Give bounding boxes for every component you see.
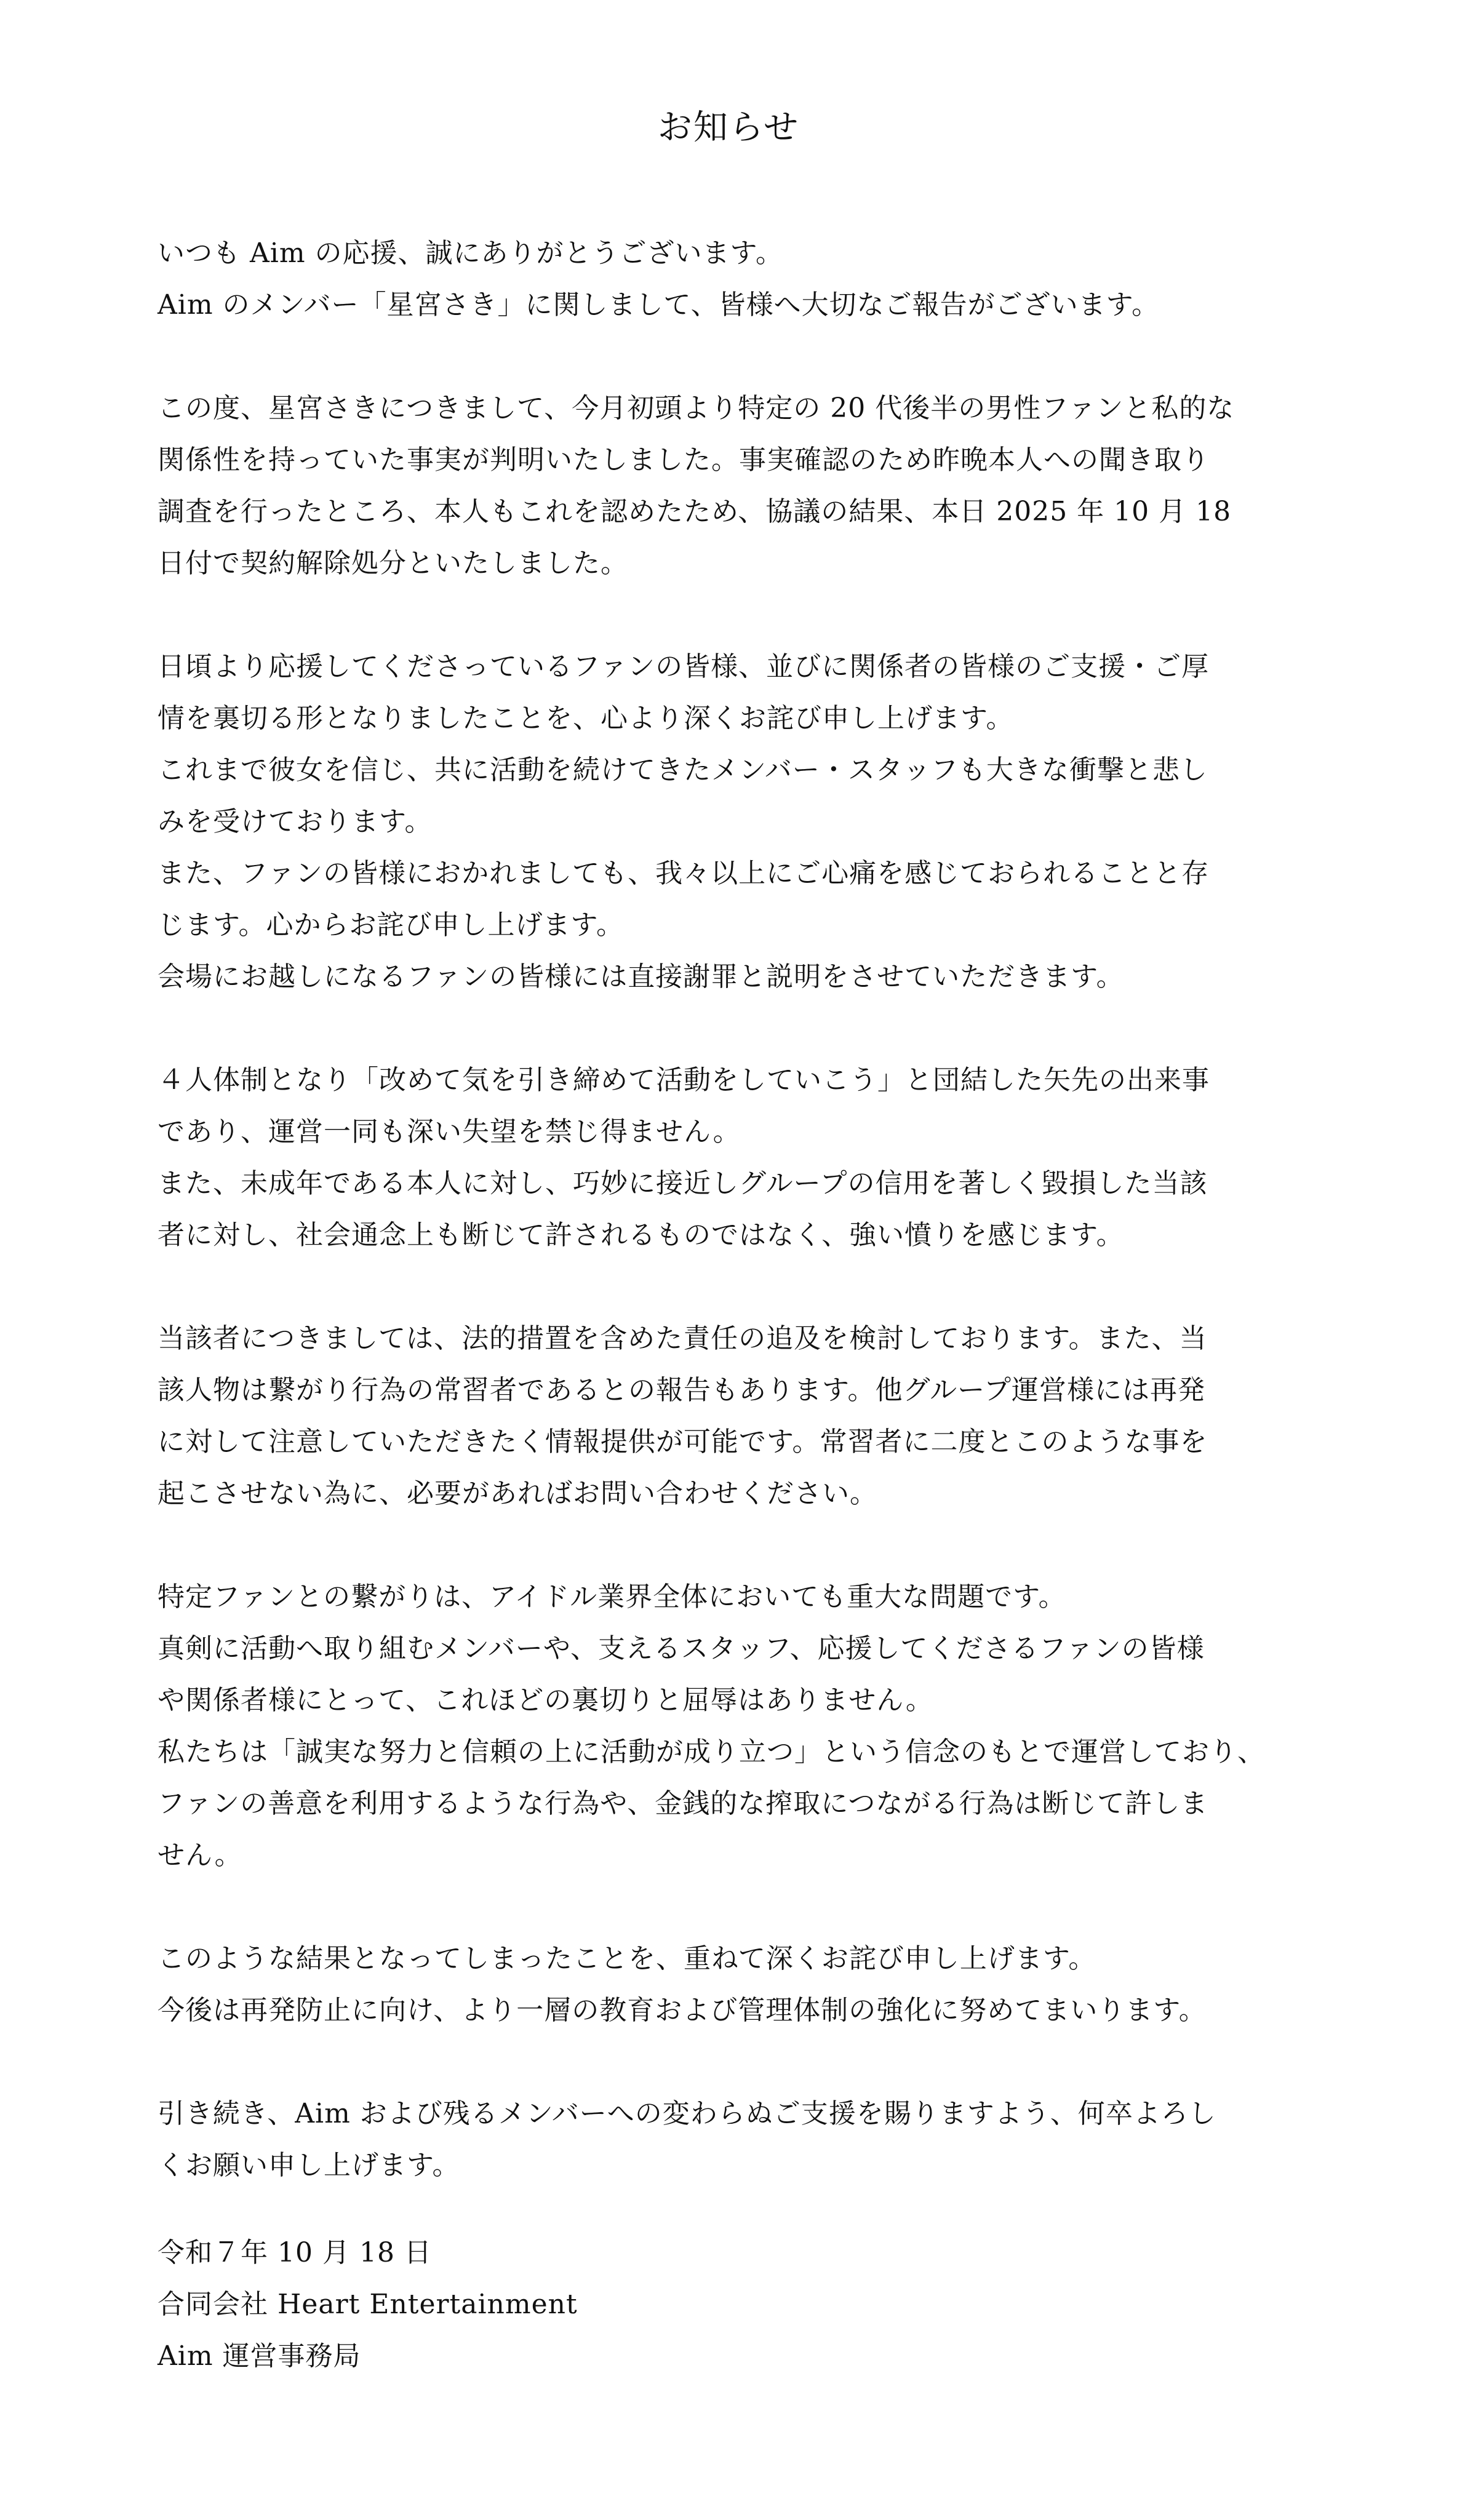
text-line: 真剣に活動へ取り組むメンバーや、支えるスタッフ、応援してくださるファンの皆様 [158, 1633, 1205, 1664]
text-line: みを受けております。 [158, 806, 433, 837]
text-line: 調査を行ったところ、本人もこれを認めたため、協議の結果、本日 2025 年 10 月 18 [158, 496, 1232, 527]
text-line: 今後は再発防止に向け、より一層の教育および管理体制の強化に努めてまいります。 [158, 1995, 1207, 2026]
text-line: であり、運営一同も深い失望を禁じ得ません。 [158, 1116, 741, 1147]
text-line: このような結果となってしまったことを、重ねて深くお詫び申し上げます。 [158, 1943, 1096, 1974]
text-line: 者に対し、社会通念上も断じて許されるものではなく、強い憤りを感じます。 [158, 1219, 1124, 1251]
paragraph-closing [158, 2088, 1327, 2191]
notice-body [158, 228, 1327, 2191]
text-line: 当該者につきましては、法的措置を含めた責任の追及を検討しております。また、当 [158, 1323, 1207, 1354]
text-line: また、未成年である本人に対し、巧妙に接近しグループの信用を著しく毀損した当該 [158, 1168, 1208, 1199]
text-line: 日頃より応援してくださっているファンの皆様、並びに関係者の皆様のご支援・ご厚 [158, 651, 1210, 682]
paragraph-gap [158, 589, 1327, 641]
paragraph-gap [158, 1881, 1327, 1933]
paragraph-industry-issue [158, 1571, 1327, 1881]
signature-office: Aim 運営事務局 [158, 2340, 361, 2372]
text-line: 会場にお越しになるファンの皆様には直接謝罪と説明をさせていただきます。 [158, 961, 1124, 992]
text-line: 該人物は繋がり行為の常習者であるとの報告もあります。他グループ運営様には再発 [158, 1374, 1205, 1406]
text-line: じます。心からお詫び申し上げます。 [158, 909, 624, 941]
paragraph-prevention [158, 1933, 1327, 2036]
text-line: 特定ファンとの繋がりは、アイドル業界全体においても重大な問題です。 [158, 1581, 1066, 1613]
text-line: 日付で契約解除処分といたしました。 [158, 548, 628, 579]
paragraph-announcement [158, 383, 1327, 589]
text-line: この度、星宮さきにつきまして、今月初頭より特定の 20 代後半の男性ファンと私的な [158, 393, 1235, 424]
paragraph-gap [158, 1520, 1327, 1571]
text-line: いつも Aim の応援、誠にありがとうございます。 [158, 237, 784, 269]
text-line: や関係者様にとって、これほどの裏切りと屈辱はありません。 [158, 1685, 933, 1716]
text-line: 私たちは「誠実な努力と信頼の上に活動が成り立つ」という信念のもとで運営しており、 [158, 1736, 1265, 1768]
signature-block [158, 2227, 578, 2382]
text-line: これまで彼女を信じ、共に活動を続けてきたメンバー・スタッフも大きな衝撃と悲し [158, 754, 1208, 786]
paragraph-greeting [158, 228, 1327, 331]
text-line: また、ファンの皆様におかれましても、我々以上にご心痛を感じておられることと存 [158, 858, 1210, 889]
text-line: せん。 [158, 1840, 242, 1871]
notice-title: お知らせ [657, 108, 800, 148]
paragraph-disappointment [158, 1055, 1327, 1261]
text-line: 起こさせない為に、必要があればお問い合わせください。 [158, 1478, 877, 1509]
text-line: 関係性を持っていた事実が判明いたしました。事実確認のため昨晩本人への聞き取り [158, 444, 1210, 476]
signature-date: 令和７年 10 月 18 日 [158, 2237, 432, 2268]
text-line: に対して注意していただきたく情報提供が可能です。常習者に二度とこのような事を [158, 1426, 1208, 1457]
paragraph-gap [158, 331, 1327, 383]
signature-company: 合同会社 Heart Entertainment [158, 2289, 578, 2320]
paragraph-legal-action [158, 1313, 1327, 1520]
text-line: 情を裏切る形となりましたことを、心より深くお詫び申し上げます。 [158, 703, 1014, 734]
text-line: ４人体制となり「改めて気を引き締めて活動をしていこう」と団結した矢先の出来事 [158, 1064, 1210, 1096]
text-line: くお願い申し上げます。 [158, 2150, 460, 2181]
text-line: Aim のメンバー「星宮さき」に関しまして、皆様へ大切なご報告がございます。 [158, 289, 1160, 321]
text-line: 引き続き、Aim および残るメンバーへの変わらぬご支援を賜りますよう、何卒よろし [158, 2098, 1216, 2129]
paragraph-gap [158, 1261, 1327, 1313]
text-line: ファンの善意を利用するような行為や、金銭的な搾取につながる行為は断じて許しま [158, 1788, 1208, 1819]
paragraph-gap [158, 1003, 1327, 1055]
paragraph-apology [158, 641, 1327, 1003]
paragraph-gap [158, 2036, 1327, 2088]
